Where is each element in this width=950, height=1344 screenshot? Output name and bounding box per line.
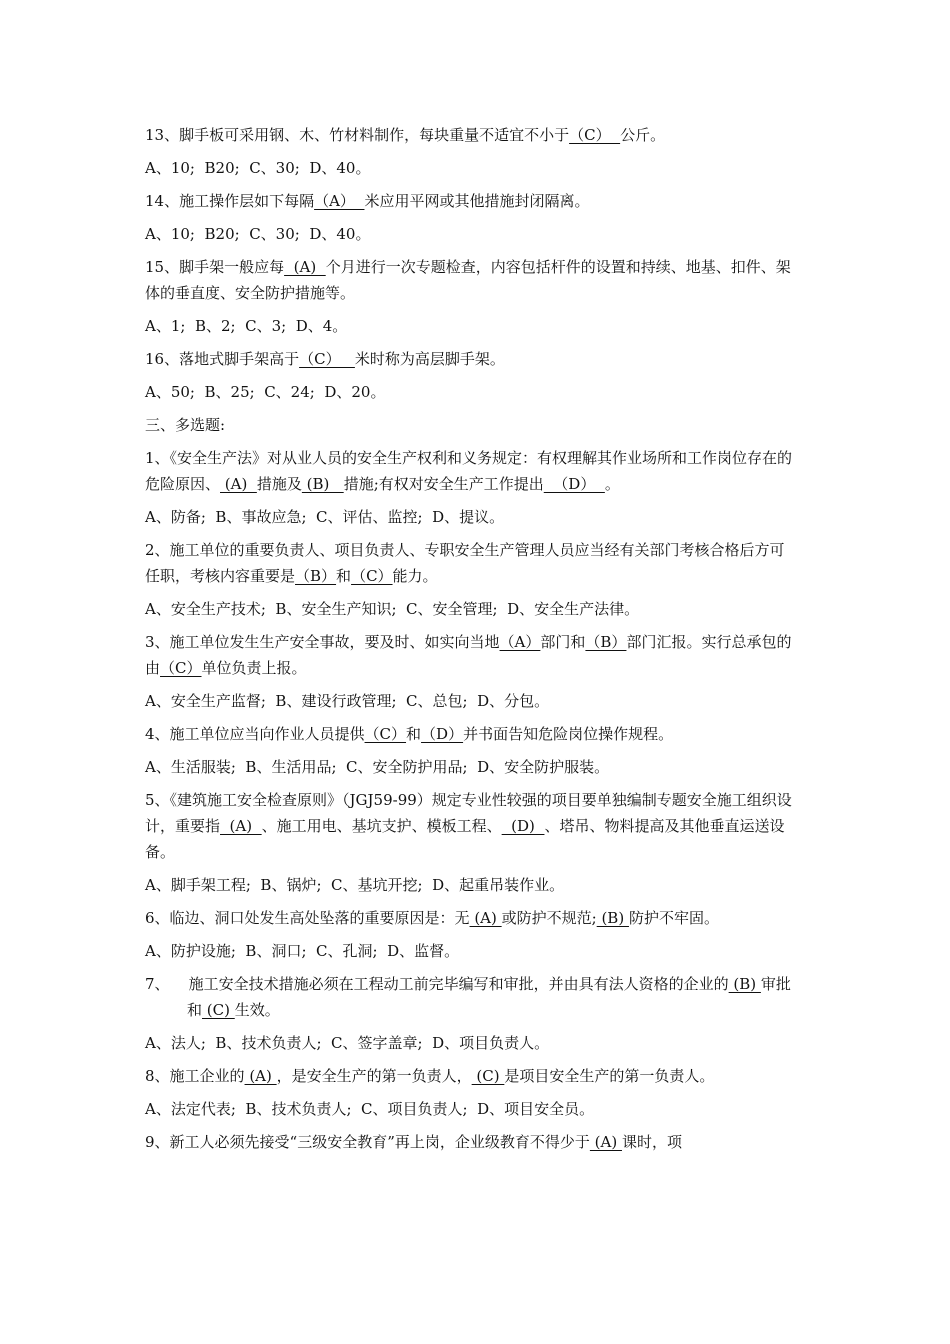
answer-blank: (B) (301, 475, 344, 493)
answer-blank: （C） (351, 567, 393, 585)
paragraph-m4a (145, 754, 795, 780)
paragraph-m1 (145, 445, 795, 497)
text-segment: 6、临边、洞口处发生高处坠落的重要原因是：无 (145, 909, 470, 927)
text-segment: 4、施工单位应当向作业人员提供 (145, 725, 365, 743)
answer-blank: （A） (314, 192, 365, 210)
paragraph-p13 (145, 122, 795, 148)
text-segment: 三、多选题: (145, 416, 226, 434)
paragraph-p14 (145, 188, 795, 214)
answer-blank: (B) (728, 975, 761, 993)
text-segment: 7、 施工安全技术措施必须在工程动工前完毕编写和审批，并由具有法人资格的企业的 (145, 975, 729, 993)
answer-blank: (C) (471, 1067, 505, 1085)
text-segment: A、防护设施; B、洞口; C、孔洞; D、监督。 (145, 942, 460, 960)
text-segment: 米应用平网或其他措施封闭隔离。 (364, 192, 590, 210)
text-segment: 3、施工单位发生生产安全事故，要及时、如实向当地 (145, 633, 500, 651)
text-segment: 措施及 (256, 475, 302, 493)
text-segment: 或防护不规范; (501, 909, 597, 927)
text-segment: 13、脚手板可采用钢、木、竹材料制作，每块重量不适宜不小于 (145, 126, 570, 144)
answer-blank: （B） (295, 567, 337, 585)
text-segment: 生效。 (234, 1001, 280, 1019)
text-segment: A、安全生产技术; B、安全生产知识; C、安全管理; D、安全生产法律。 (145, 600, 640, 618)
paragraph-m7a (145, 1030, 795, 1056)
answer-blank: (A) (244, 1067, 277, 1085)
text-segment: A、法定代表; B、技术负责人; C、项目负责人; D、项目安全员。 (145, 1100, 595, 1118)
text-segment: 和 (336, 567, 352, 585)
answer-blank: (C) (202, 1001, 235, 1019)
answer-blank: (B) (596, 909, 629, 927)
paragraph-m2 (145, 537, 795, 589)
text-segment: 、塔吊、物料提高及其他垂直运送设备。 (145, 817, 785, 861)
text-segment: A、10; B20; C、30; D、40。 (145, 225, 371, 243)
answer-blank: （D） (543, 475, 605, 493)
text-segment: 2、施工单位的重要负责人、项目负责人、专职安全生产管理人员应当经有关部门考核合格后方可任职，考核内容重要是 (145, 541, 785, 585)
text-segment: A、10; B20; C、30; D、40。 (145, 159, 371, 177)
paragraph-m8 (145, 1063, 795, 1089)
text-segment: A、生活服装; B、生活用品; C、安全防护用品; D、安全防护服装。 (145, 758, 610, 776)
text-segment: 。 (604, 475, 620, 493)
text-segment: 能力。 (392, 567, 438, 585)
answer-blank: (D) (501, 817, 545, 835)
text-segment: 9、新工人必须先接受“三级安全教育”再上岗，企业级教育不得少于 (145, 1133, 590, 1151)
text-segment: 课时，项 (621, 1133, 682, 1151)
answer-blank: (A) (589, 1133, 622, 1151)
paragraph-m7 (145, 971, 795, 1023)
paragraph-p15a (145, 313, 795, 339)
paragraph-m6a (145, 938, 795, 964)
answer-blank: （C） (160, 659, 202, 677)
paragraph-m3a (145, 688, 795, 714)
answer-blank: （C） (569, 126, 621, 144)
paragraph-p15 (145, 254, 795, 306)
text-segment: 米时称为高层脚手架。 (354, 350, 505, 368)
answer-blank: （B） (585, 633, 627, 651)
text-segment: A、1; B、2; C、3; D、4。 (145, 317, 348, 335)
text-segment: 是项目安全生产的第一负责人。 (504, 1067, 715, 1085)
answer-blank: (A) (220, 817, 262, 835)
paragraph-sec3 (145, 412, 795, 438)
document-body (145, 122, 795, 1162)
paragraph-p16 (145, 346, 795, 372)
text-segment: 15、脚手架一般应每 (145, 258, 285, 276)
answer-blank: （C） (299, 350, 355, 368)
text-segment: 1、《安全生产法》对从业人员的安全生产权利和义务规定：有权理解其作业场所和工作岗位存在的危险原因、 (145, 449, 793, 493)
answer-blank: （A） (499, 633, 541, 651)
text-segment: 单位负责上报。 (201, 659, 307, 677)
paragraph-m2a (145, 596, 795, 622)
paragraph-p14a (145, 221, 795, 247)
text-segment: A、防备; B、事故应急; C、评估、监控; D、提议。 (145, 508, 505, 526)
answer-blank: （C） (364, 725, 407, 743)
text-segment: A、50; B、25; C、24; D、20。 (145, 383, 386, 401)
text-segment: 并书面告知危险岗位操作规程。 (463, 725, 674, 743)
answer-blank: （D） (421, 725, 464, 743)
paragraph-m1a (145, 504, 795, 530)
answer-blank: (A) (220, 475, 257, 493)
text-segment: A、安全生产监督; B、建设行政管理; C、总包; D、分包。 (145, 692, 550, 710)
text-segment: 14、施工操作层如下每隔 (145, 192, 315, 210)
text-segment: 5、《建筑施工安全检查原则》（JGJ59-99）规定专业性较强的项目要单独编制专题安全施工组织设计，重要指 (145, 791, 792, 835)
answer-blank: (A) (469, 909, 502, 927)
paragraph-m3 (145, 629, 795, 681)
text-segment: 个月进行一次专题检查，内容包括杆件的设置和持续、地基、扣件、架体的垂直度、安全防护措施等。 (145, 258, 791, 302)
paragraph-m5 (145, 787, 795, 865)
paragraph-m4 (145, 721, 795, 747)
paragraph-m8a (145, 1096, 795, 1122)
text-segment: 、施工用电、基坑支护、模板工程、 (261, 817, 502, 835)
paragraph-p16a (145, 379, 795, 405)
text-segment: 措施;有权对安全生产工作提出 (343, 475, 544, 493)
text-segment: 部门汇报。实行总承包的由 (145, 633, 792, 677)
text-segment: A、法人; B、技术负责人; C、签字盖章; D、项目负责人。 (145, 1034, 550, 1052)
text-segment: ，是安全生产的第一负责人， (276, 1067, 472, 1085)
text-segment: 部门和 (540, 633, 586, 651)
text-segment: 公斤。 (620, 126, 666, 144)
text-segment: A、脚手架工程; B、锅炉; C、基坑开挖; D、起重吊装作业。 (145, 876, 565, 894)
text-segment: 审批和 (187, 975, 791, 1019)
text-segment: 8、施工企业的 (145, 1067, 245, 1085)
paragraph-m5a (145, 872, 795, 898)
text-segment: 和 (406, 725, 422, 743)
paragraph-m9 (145, 1129, 795, 1155)
paragraph-m6 (145, 905, 795, 931)
answer-blank: (A) (284, 258, 326, 276)
text-segment: 防护不牢固。 (628, 909, 719, 927)
paragraph-p13a (145, 155, 795, 181)
text-segment: 16、落地式脚手架高于 (145, 350, 300, 368)
